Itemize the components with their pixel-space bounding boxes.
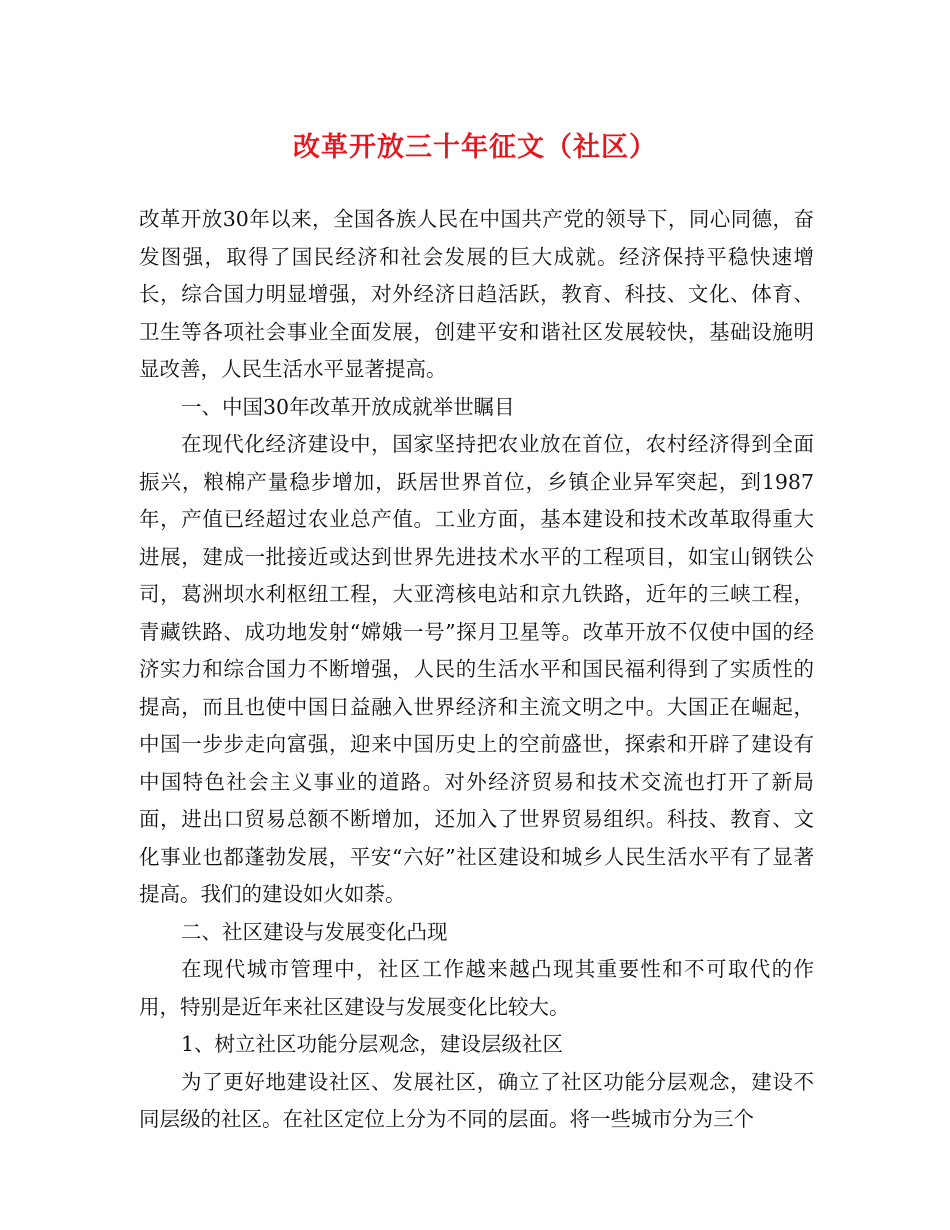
section-heading-1: 一、中国30年改革开放成就举世瞩目 <box>181 394 515 419</box>
paragraph-intro: 改革开放30年以来，全国各族人民在中国共产党的领导下，同心同德，奋发图强，取得了国民经济和社会发展的巨大成就。经济保持平稳快速增长，综合国力明显增强，对外经济日趋活跃，教育、科技、文化、体育、卫生等各项社会事业全面发展，创建平安和谐社区发展较快，基础设施明显改善，人民生活水平显著提高。 <box>139 207 814 381</box>
subsection-heading-1: 1、树立社区功能分层观念，建设层级社区 <box>181 1032 564 1056</box>
section-heading-2: 二、社区建设与发展变化凸现 <box>181 919 448 944</box>
paragraph-community-work: 在现代城市管理中，社区工作越来越凸现其重要性和不可取代的作用，特别是近年来社区建设与发展变化比较大。 <box>139 957 814 1019</box>
document-title: 改革开放三十年征文（社区） <box>293 132 657 163</box>
document-body <box>139 201 814 1139</box>
paragraph-achievements: 在现代化经济建设中，国家坚持把农业放在首位，农村经济得到全面振兴，粮棉产量稳步增加，跃居世界首位，乡镇企业异军突起，到1987年，产值已经超过农业总产值。工业方面，基本建设和技术改革取得重大进展，建成一批接近或达到世界先进技术水平的工程项目，如宝山钢铁公司，葛洲坝水利枢纽工程，大亚湾核电站和京九铁路，近年的三峡工程，青藏铁路、成功地发射“嫦娥一号”探月卫星等。改革开放不仅使中国的经济实力和综合国力不断增强，人民的生活水平和国民福利得到了实质性的提高，而且也使中国日益融入世界经济和主流文明之中。大国正在崛起，中国一步步走向富强，迎来中国历史上的空前盛世，探索和开辟了建设有中国特色社会主义事业的道路。对外经济贸易和技术交流也打开了新局面，进出口贸易总额不断增加，还加入了世界贸易组织。科技、教育、文化事业也都蓬勃发展，平安“六好”社区建设和城乡人民生活水平有了显著提高。我们的建设如火如荼。 <box>139 432 814 906</box>
paragraph-community-levels: 为了更好地建设社区、发展社区，确立了社区功能分层观念，建设不同层级的社区。在社区定位上分为不同的层面。将一些城市分为三个 <box>139 1069 814 1131</box>
